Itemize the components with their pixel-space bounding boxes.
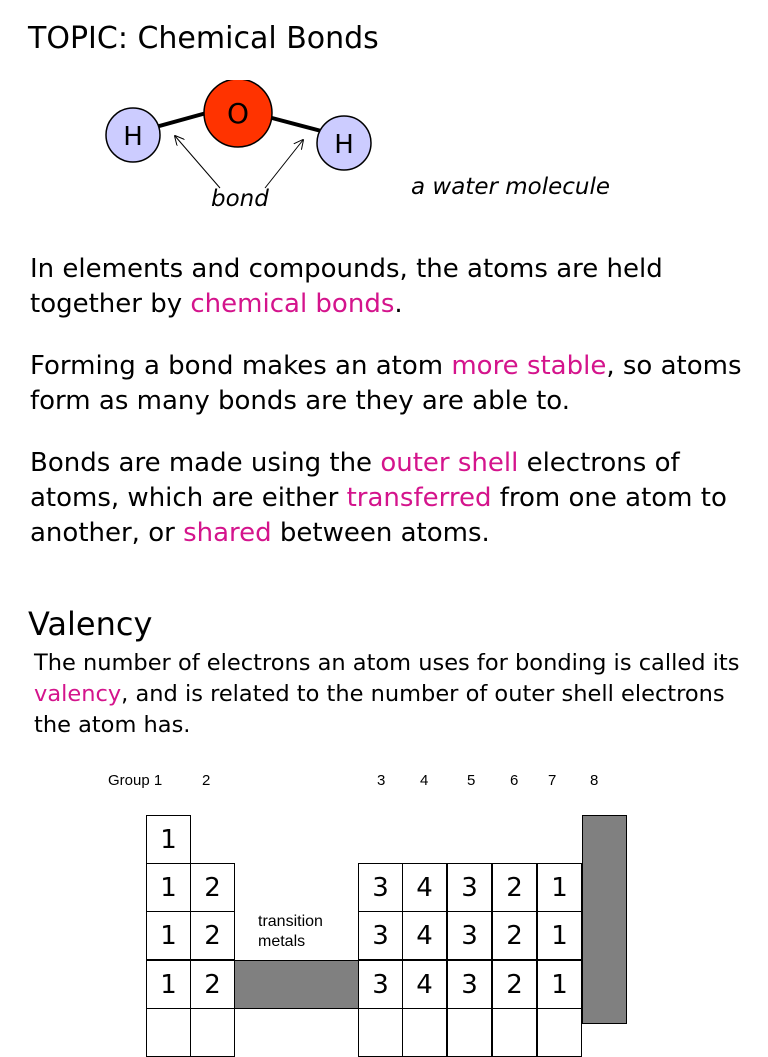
group-label-2: 2: [202, 772, 211, 789]
group-label-8: 8: [590, 772, 599, 789]
valency-cell-partial: [447, 1008, 492, 1057]
valency-cell: 1: [146, 960, 191, 1009]
valency-heading: Valency: [28, 605, 153, 643]
valency-cell: 1: [146, 863, 191, 912]
paragraph-chemical-bonds: [30, 252, 760, 322]
valency-cell: 3: [447, 863, 492, 912]
valency-cell-partial: [537, 1008, 582, 1057]
bond-line-left: [152, 112, 210, 128]
highlight-transferred: transferred: [346, 483, 492, 513]
valency-cell: 2: [492, 911, 537, 960]
page-title: TOPIC: Chemical Bonds: [28, 21, 379, 56]
valency-cell-partial: [146, 1008, 191, 1057]
group-label-7: 7: [548, 772, 557, 789]
hydrogen-symbol-right: H: [334, 130, 354, 160]
bond-arrow-right: [265, 140, 303, 188]
group-label-4: 4: [420, 772, 429, 789]
valency-paragraph: [34, 648, 764, 741]
bond-line-right: [272, 118, 325, 132]
valency-cell: 2: [190, 863, 235, 912]
transition-metals-block: [234, 960, 359, 1009]
paragraph-text: , so atoms form as many bonds are they are able to.: [30, 351, 742, 416]
valency-cell-partial: [492, 1008, 537, 1057]
paragraph-text: electrons of atoms, which are either: [30, 448, 680, 513]
valency-cell: 1: [537, 911, 582, 960]
highlight-shared: shared: [183, 518, 272, 548]
paragraph-text: The number of electrons an atom uses for bonding is called its: [34, 650, 740, 676]
paragraph-electrons: [30, 446, 760, 551]
valency-cell: 1: [146, 815, 191, 864]
paragraph-text: , and is related to the number of outer shell electrons the atom has.: [34, 681, 725, 738]
valency-cell-partial: [358, 1008, 403, 1057]
valency-cell: 2: [492, 960, 537, 1009]
group-label-3: 3: [377, 772, 386, 789]
paragraph-text: Forming a bond makes an atom: [30, 351, 452, 381]
paragraph-text: In elements and compounds, the atoms are held together by: [30, 254, 663, 319]
valency-cell: 2: [492, 863, 537, 912]
valency-cell: 2: [190, 960, 235, 1009]
valency-cell: 3: [358, 863, 403, 912]
valency-cell: 1: [146, 911, 191, 960]
valency-cell: 4: [402, 863, 447, 912]
highlight-outer-shell: outer shell: [380, 448, 519, 478]
paragraph-text: Bonds are made using the: [30, 448, 381, 478]
valency-cell: 4: [402, 911, 447, 960]
group-label-1: Group 1: [108, 772, 163, 789]
highlight-chemical-bonds: chemical bonds: [190, 289, 395, 319]
valency-cell: 1: [537, 863, 582, 912]
paragraph-stability: [30, 349, 760, 419]
paragraph-text: from one atom to another, or: [30, 483, 727, 548]
paragraph-text: .: [394, 289, 403, 319]
highlight-valency: valency: [34, 681, 122, 707]
valency-cell: 3: [358, 911, 403, 960]
valency-cell: 2: [190, 911, 235, 960]
valency-cell: 3: [447, 960, 492, 1009]
hydrogen-symbol-left: H: [123, 122, 143, 152]
highlight-more-stable: more stable: [451, 351, 607, 381]
paragraph-text: between atoms.: [271, 518, 490, 548]
valency-cell-partial: [402, 1008, 447, 1057]
transition-metals-label: transition metals: [258, 913, 323, 950]
valency-cell-partial: [190, 1008, 235, 1057]
oxygen-symbol: O: [226, 97, 250, 130]
valency-cell: 4: [402, 960, 447, 1009]
bond-arrow-left: [175, 136, 220, 188]
group-label-6: 6: [510, 772, 519, 789]
valency-cell: 1: [537, 960, 582, 1009]
noble-gas-column: [582, 815, 627, 1024]
valency-cell: 3: [447, 911, 492, 960]
group-label-5: 5: [467, 772, 476, 789]
molecule-caption: a water molecule: [411, 174, 611, 200]
bond-label: bond: [211, 186, 269, 212]
valency-cell: 3: [358, 960, 403, 1009]
